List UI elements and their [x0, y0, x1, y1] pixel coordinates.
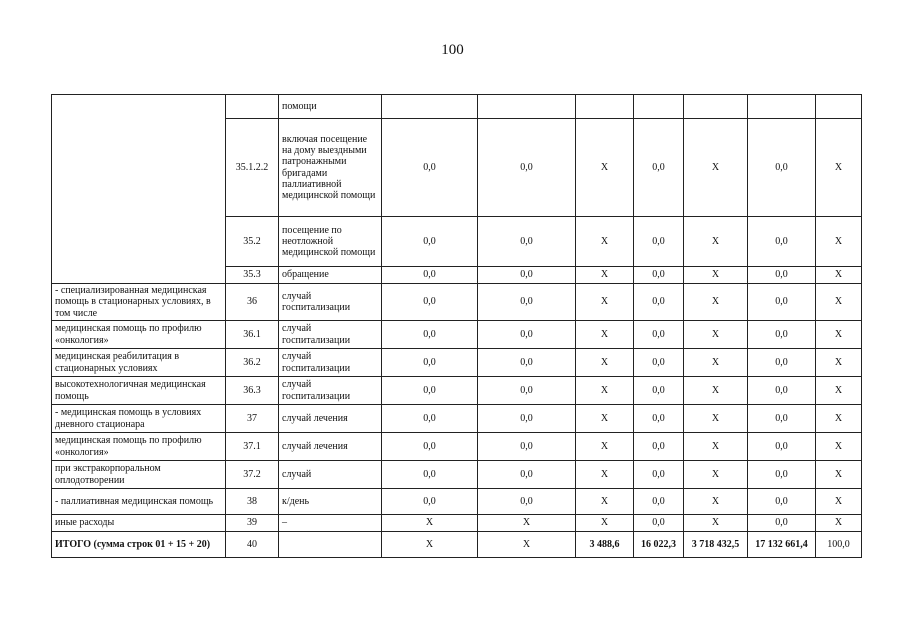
value-cell: X — [478, 532, 576, 558]
page-number: 100 — [441, 42, 464, 58]
value-cell: 0,0 — [634, 489, 684, 515]
value-cell — [382, 95, 478, 119]
value-cell: 0,0 — [748, 217, 816, 267]
value-cell: X — [684, 461, 748, 489]
value-cell: 16 022,3 — [634, 532, 684, 558]
value-cell: X — [478, 515, 576, 532]
value-cell: 0,0 — [478, 284, 576, 321]
table-row — [52, 284, 862, 321]
value-cell: X — [576, 405, 634, 433]
value-cell: X — [576, 321, 634, 349]
value-cell: X — [816, 349, 862, 377]
value-cell: X — [576, 461, 634, 489]
value-cell: X — [576, 349, 634, 377]
value-cell — [576, 95, 634, 119]
value-cell: X — [684, 405, 748, 433]
value-cell: X — [816, 433, 862, 461]
value-cell: X — [816, 267, 862, 284]
code-cell: 40 — [226, 532, 279, 558]
value-cell: X — [576, 267, 634, 284]
code-cell: 37.1 — [226, 433, 279, 461]
unit-cell: случай лечения — [279, 433, 382, 461]
code-cell: 38 — [226, 489, 279, 515]
value-cell: X — [576, 489, 634, 515]
table-row — [52, 321, 862, 349]
value-cell: X — [684, 515, 748, 532]
value-cell: 0,0 — [478, 267, 576, 284]
value-cell: 0,0 — [748, 515, 816, 532]
unit-cell: случай — [279, 461, 382, 489]
name-cell: ИТОГО (сумма строк 01 + 15 + 20) — [52, 532, 226, 558]
table-row — [52, 405, 862, 433]
value-cell — [748, 95, 816, 119]
value-cell: 0,0 — [748, 405, 816, 433]
unit-cell: случай госпитализации — [279, 349, 382, 377]
unit-cell: к/день — [279, 489, 382, 515]
unit-cell: случай госпитализации — [279, 377, 382, 405]
value-cell: 0,0 — [382, 267, 478, 284]
value-cell: 0,0 — [382, 217, 478, 267]
value-cell: 0,0 — [478, 217, 576, 267]
value-cell: 0,0 — [634, 405, 684, 433]
value-cell: X — [684, 267, 748, 284]
value-cell: X — [816, 461, 862, 489]
code-cell: 35.3 — [226, 267, 279, 284]
value-cell: X — [816, 284, 862, 321]
name-cell: - медицинская помощь в условиях дневного стационара — [52, 405, 226, 433]
value-cell: 0,0 — [478, 489, 576, 515]
value-cell: X — [382, 532, 478, 558]
table-row — [52, 433, 862, 461]
unit-cell: включая посещение на дому выездными патронажными бригадами паллиативной медицинской помощи — [279, 119, 382, 217]
value-cell: X — [576, 433, 634, 461]
value-cell: X — [816, 217, 862, 267]
table-row — [52, 489, 862, 515]
code-cell: 37 — [226, 405, 279, 433]
name-cell: - паллиативная медицинская помощь — [52, 489, 226, 515]
unit-cell: случай госпитализации — [279, 284, 382, 321]
value-cell: X — [576, 284, 634, 321]
value-cell: 0,0 — [478, 321, 576, 349]
value-cell: 0,0 — [748, 433, 816, 461]
value-cell: X — [576, 217, 634, 267]
value-cell: X — [684, 321, 748, 349]
value-cell: 0,0 — [478, 405, 576, 433]
value-cell: 0,0 — [748, 489, 816, 515]
value-cell: 0,0 — [634, 349, 684, 377]
unit-cell — [279, 532, 382, 558]
value-cell: X — [684, 284, 748, 321]
unit-cell: случай госпитализации — [279, 321, 382, 349]
value-cell: 0,0 — [748, 461, 816, 489]
value-cell: 0,0 — [382, 461, 478, 489]
value-cell: 17 132 661,4 — [748, 532, 816, 558]
value-cell: 100,0 — [816, 532, 862, 558]
value-cell: 0,0 — [382, 405, 478, 433]
value-cell: X — [382, 515, 478, 532]
unit-cell: обращение — [279, 267, 382, 284]
value-cell: 0,0 — [478, 461, 576, 489]
data-table — [51, 94, 862, 558]
name-cell — [52, 95, 226, 284]
code-cell: 37.2 — [226, 461, 279, 489]
value-cell: 0,0 — [382, 349, 478, 377]
code-cell: 36.3 — [226, 377, 279, 405]
value-cell: 0,0 — [478, 119, 576, 217]
value-cell: X — [816, 489, 862, 515]
value-cell: 0,0 — [634, 284, 684, 321]
total-row — [52, 532, 862, 558]
value-cell: X — [684, 489, 748, 515]
name-cell: - специализированная медицинская помощь в стационарных условиях, в том числе — [52, 284, 226, 321]
value-cell: 0,0 — [748, 377, 816, 405]
code-cell: 36 — [226, 284, 279, 321]
name-cell: при экстракорпоральном оплодотворении — [52, 461, 226, 489]
name-cell: иные расходы — [52, 515, 226, 532]
name-cell: медицинская помощь по профилю «онкология» — [52, 321, 226, 349]
value-cell: X — [816, 119, 862, 217]
value-cell: 0,0 — [478, 349, 576, 377]
value-cell: 0,0 — [634, 119, 684, 217]
value-cell: 0,0 — [478, 433, 576, 461]
value-cell: 0,0 — [748, 284, 816, 321]
value-cell: X — [684, 377, 748, 405]
value-cell: X — [684, 349, 748, 377]
value-cell: X — [684, 433, 748, 461]
unit-cell: – — [279, 515, 382, 532]
value-cell — [816, 95, 862, 119]
code-cell: 36.2 — [226, 349, 279, 377]
value-cell: 3 488,6 — [576, 532, 634, 558]
value-cell: X — [816, 321, 862, 349]
value-cell: 0,0 — [748, 349, 816, 377]
value-cell: X — [684, 217, 748, 267]
code-cell: 35.2 — [226, 217, 279, 267]
value-cell: X — [816, 405, 862, 433]
value-cell: 0,0 — [382, 377, 478, 405]
value-cell: 0,0 — [634, 267, 684, 284]
name-cell: медицинская помощь по профилю «онкология» — [52, 433, 226, 461]
value-cell: 0,0 — [634, 515, 684, 532]
name-cell: медицинская реабилитация в стационарных условиях — [52, 349, 226, 377]
value-cell — [634, 95, 684, 119]
value-cell: X — [816, 515, 862, 532]
value-cell: 0,0 — [382, 119, 478, 217]
value-cell: 0,0 — [382, 321, 478, 349]
value-cell: 0,0 — [382, 284, 478, 321]
value-cell: X — [684, 119, 748, 217]
value-cell: 0,0 — [634, 321, 684, 349]
table-row — [52, 349, 862, 377]
value-cell: 0,0 — [478, 377, 576, 405]
value-cell — [684, 95, 748, 119]
code-cell: 39 — [226, 515, 279, 532]
value-cell: 0,0 — [748, 119, 816, 217]
table-row — [52, 377, 862, 405]
value-cell: X — [816, 377, 862, 405]
table-row — [52, 461, 862, 489]
value-cell: 0,0 — [748, 267, 816, 284]
code-cell: 36.1 — [226, 321, 279, 349]
value-cell: 0,0 — [748, 321, 816, 349]
code-cell — [226, 95, 279, 119]
code-cell: 35.1.2.2 — [226, 119, 279, 217]
value-cell: 0,0 — [382, 489, 478, 515]
value-cell: X — [576, 515, 634, 532]
value-cell: 0,0 — [634, 217, 684, 267]
value-cell: 0,0 — [634, 461, 684, 489]
value-cell: 0,0 — [382, 433, 478, 461]
name-cell: высокотехнологичная медицинская помощь — [52, 377, 226, 405]
value-cell: X — [576, 119, 634, 217]
unit-cell: случай лечения — [279, 405, 382, 433]
unit-cell: помощи — [279, 95, 382, 119]
value-cell: 0,0 — [634, 433, 684, 461]
table-row — [52, 95, 862, 119]
value-cell: X — [576, 377, 634, 405]
value-cell — [478, 95, 576, 119]
table-row — [52, 515, 862, 532]
unit-cell: посещение по неотложной медицинской помощи — [279, 217, 382, 267]
value-cell: 3 718 432,5 — [684, 532, 748, 558]
value-cell: 0,0 — [634, 377, 684, 405]
